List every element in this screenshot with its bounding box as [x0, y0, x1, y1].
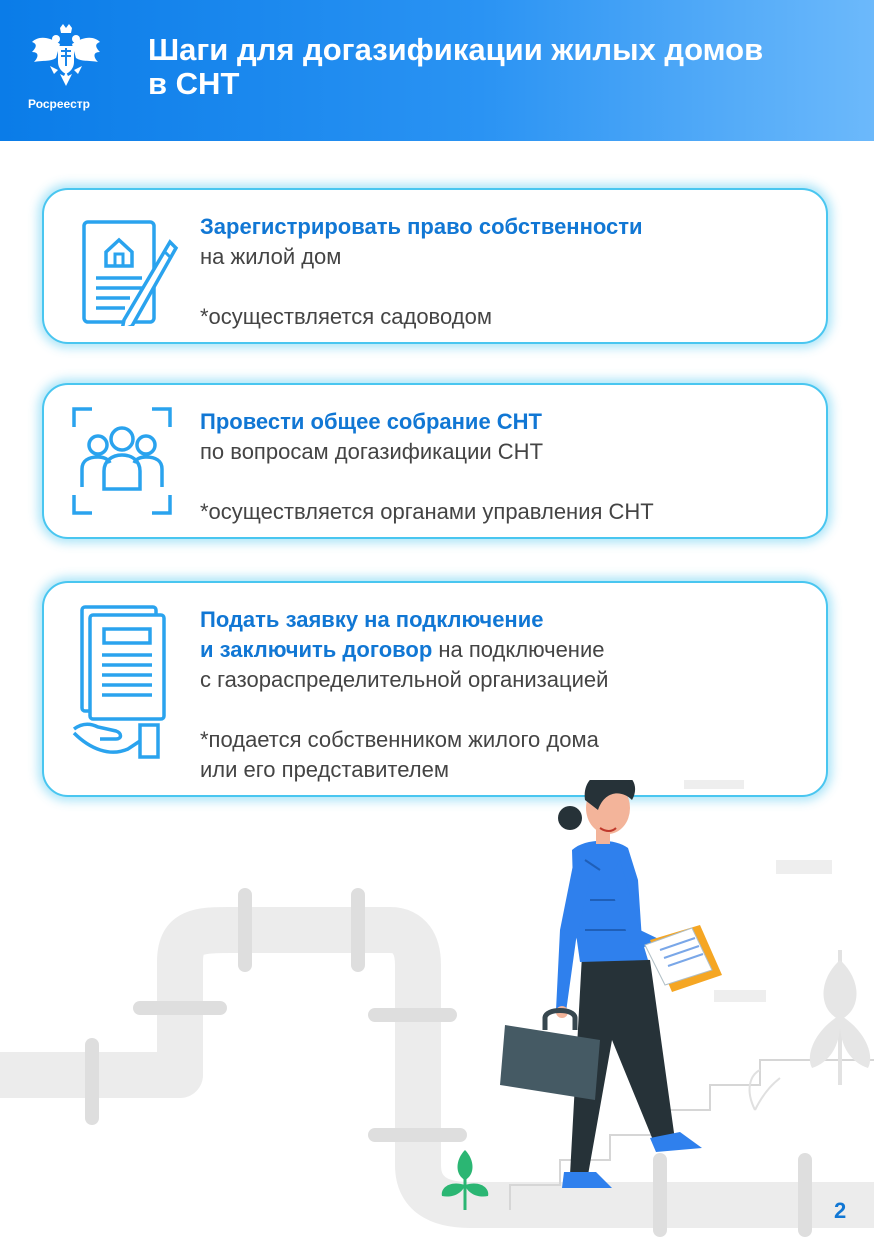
step-2-text [200, 407, 810, 527]
step-3-text [200, 605, 810, 785]
step-3-title-bold: и заключить договор [200, 637, 433, 662]
step-1-note: *осуществляется садоводом [200, 304, 492, 329]
step-1-line2: на жилой дом [200, 244, 342, 269]
page-title-line2: в СНТ [148, 66, 240, 101]
step-3-note-line2: или его представителем [200, 757, 449, 782]
logo-text: Росреестр [28, 97, 90, 111]
step-3-note-line1: *подается собственником жилого дома [200, 727, 599, 752]
step-3-line3: с газораспределительной организацией [200, 667, 609, 692]
step-3-title-rest: на подключение [432, 637, 605, 662]
step-2-title: Провести общее собрание СНТ [200, 409, 542, 434]
house-document-pencil-icon [70, 216, 180, 331]
step-1-title: Зарегистрировать право собственности [200, 214, 643, 239]
double-headed-eagle-icon [30, 22, 102, 92]
step-2-line2: по вопросам догазификации СНТ [200, 439, 544, 464]
step-card-3 [42, 581, 828, 797]
documents-in-hand-icon [70, 603, 174, 768]
step-1-text [200, 212, 810, 332]
pipe-woman-illustration [0, 780, 874, 1239]
step-3-title-line2 [200, 635, 810, 665]
group-of-people-icon [70, 405, 174, 522]
page-number: 2 [834, 1198, 847, 1223]
page-title [148, 33, 848, 101]
header-banner [0, 0, 874, 141]
step-3-title-line1: Подать заявку на подключение [200, 607, 544, 632]
logo [26, 22, 106, 122]
step-card-1 [42, 188, 828, 344]
step-card-2 [42, 383, 828, 539]
step-2-note: *осуществляется органами управления СНТ [200, 499, 654, 524]
page-title-line1: Шаги для догазификации жилых домов [148, 32, 764, 67]
